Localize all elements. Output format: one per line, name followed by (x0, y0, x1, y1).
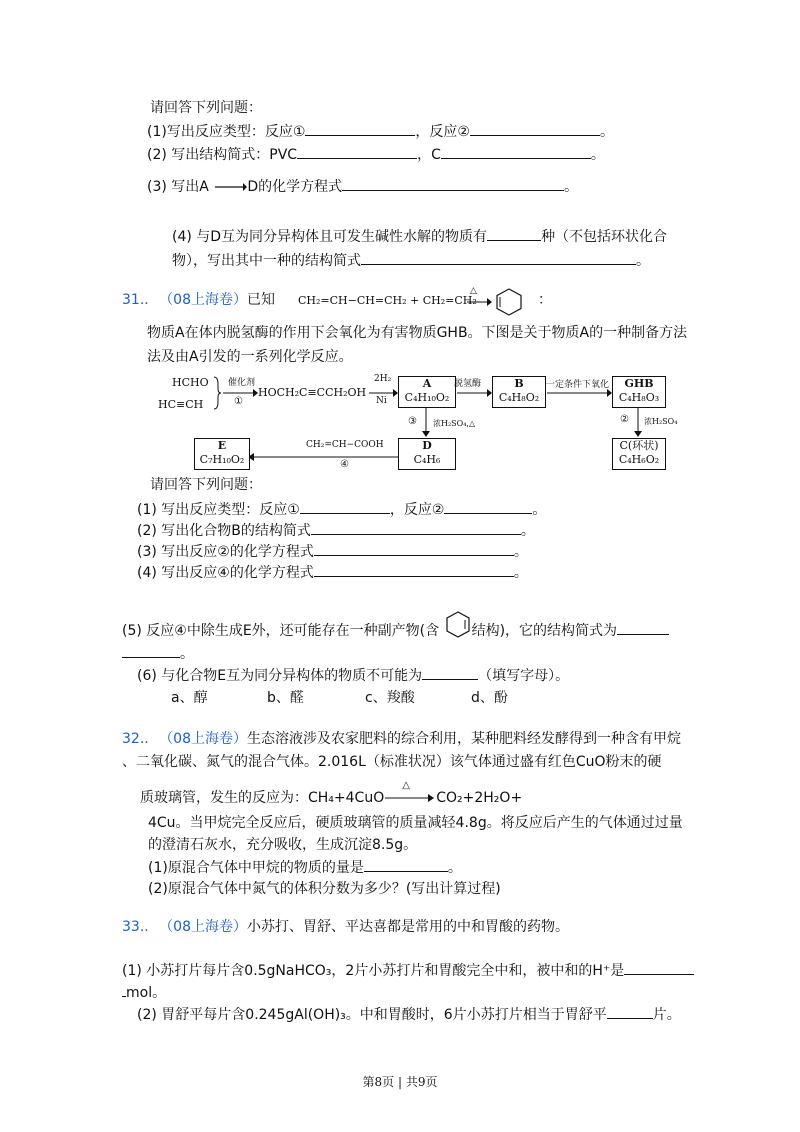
ni-label: Ni (376, 396, 387, 406)
known-equation: CH₂=CH−CH=CH₂ + CH₂=CH₂ (298, 294, 477, 307)
q30-prompt: 请回答下列问题： (150, 100, 262, 116)
q30-line-4: (4) 与D互为同分异构体且可发生碱性水解的物质有 种（不包括环状化合 (172, 226, 667, 247)
q31-line-2: (2) 写出化合物B的结构简式 。 (137, 520, 535, 541)
question-number: 32.. (122, 731, 149, 747)
step-4-label: ④ (340, 459, 349, 470)
q33-sub-1: (1) 小苏打片每片含0.5gNaHCO₃，2片小苏打片和胃酸完全中和，被中和的H⁺是 (122, 960, 694, 981)
question-number: 33.. (122, 919, 149, 935)
step-3-condition: 浓H₂SO₄,△ (433, 419, 476, 428)
answer-blank[interactable] (487, 226, 541, 241)
answer-blank[interactable] (361, 250, 636, 265)
answer-blank[interactable] (617, 620, 669, 635)
step-3-label: ③ (408, 416, 417, 427)
q33-sub-1-cont: mol。 (122, 982, 166, 1003)
q30-line-5: 物），写出其中一种的结构简式 。 (172, 250, 650, 271)
q31-intro-2: 法及由A引发的一系列化学反应。 (147, 349, 353, 365)
catalyst-label: 催化剂 (228, 378, 256, 388)
q33-line-1: 33.. （08上海卷）小苏打、胃舒、平达喜都是常用的中和胃酸的药物。 (122, 919, 569, 935)
cyclohexene-icon (444, 610, 472, 640)
compound-B-box: B C₄H₈O₂ (492, 376, 546, 408)
cyclohexene-icon (494, 287, 524, 317)
q32-line-4: 4Cu。当甲烷完全反应后，硬质玻璃管的质量减轻4.8g。将反应后产生的气体通过过量 (148, 815, 683, 831)
answer-blank[interactable] (305, 121, 415, 136)
h2-label: 2H₂ (374, 374, 392, 384)
arrow-down-icon (633, 407, 643, 437)
q32-line-1: 32.. （08上海卷）生态溶液涉及农家肥料的综合利用，某种肥料经发酵得到一种含有甲烷 (122, 731, 681, 747)
reactant-hcho: HCHO (172, 376, 209, 389)
q33-sub-2: (2) 胃舒平每片含0.245gAl(OH)₃。中和胃酸时，6片小苏打片相当于胃舒平 片。 (137, 1004, 681, 1025)
q31-options (171, 688, 508, 708)
compound-C-box: C(环状) C₄H₆O₂ (612, 438, 666, 470)
q31-intro-1: 物质A在体内脱氢酶的作用下会氧化为有害物质GHB。下图是关于物质A的一种制备方法 (147, 325, 688, 341)
q30-line-2: (2) 写出结构简式：PVC ，C 。 (147, 144, 605, 165)
compound-GHB-box: GHB C₄H₈O₃ (612, 376, 666, 408)
arrow-icon (213, 182, 247, 192)
answer-blank[interactable] (441, 144, 591, 159)
answer-blank[interactable] (314, 541, 514, 556)
answer-blank[interactable] (311, 520, 521, 535)
question-source: （08上海卷） (159, 292, 247, 308)
reaction-condition: △ (402, 780, 410, 791)
compound-D-box: D C₄H₆ (398, 438, 456, 470)
option-a[interactable]: a、醇 (171, 690, 208, 706)
compound-A-box: A C₄H₁₀O₂ (398, 376, 456, 408)
answer-blank[interactable] (297, 144, 417, 159)
q31-line-5: (5) 反应④中除生成E外，还可能存在一种副产物(含 结构)，它的结构简式为 (122, 620, 669, 641)
step-2-label: ② (620, 414, 629, 425)
answer-blank[interactable] (314, 562, 514, 577)
q31-line-5-cont: 。 (122, 643, 194, 664)
compound-E-box: E C₇H₁₀O₂ (194, 438, 250, 470)
answer-blank[interactable] (122, 643, 180, 658)
step-2-condition: 浓H₂SO₄ (644, 417, 678, 426)
known-equation-condition: △ (470, 286, 477, 296)
q32-sub-1: (1)原混合气体中甲烷的物质的量是 。 (148, 857, 462, 878)
question-source: （08上海卷） (159, 731, 247, 747)
oxidation-label: 一定条件下氧化 (546, 380, 610, 390)
arrow-left-icon (248, 452, 398, 462)
answer-blank[interactable] (470, 121, 600, 136)
brace-icon (212, 376, 222, 410)
q31-header: 31.. （08上海卷）已知 (122, 292, 275, 308)
answer-blank[interactable] (364, 857, 448, 872)
question-source: （08上海卷） (159, 919, 247, 935)
arrow-down-icon (421, 407, 431, 437)
arrow-icon (466, 297, 492, 307)
q31-line-6: (6) 与化合物E互为同分异构体的物质不可能为 （填写字母）。 (137, 665, 569, 686)
answer-blank[interactable] (607, 1004, 653, 1019)
answer-blank[interactable] (444, 499, 532, 514)
dehydrogenase-label: 脱氢酶 (454, 379, 482, 389)
answer-blank[interactable] (342, 176, 564, 191)
option-c[interactable]: c、羧酸 (365, 690, 415, 706)
q31-line-3: (3) 写出反应②的化学方程式 。 (137, 541, 528, 562)
q31-prompt: 请回答下列问题： (150, 477, 262, 493)
q31-line-1: (1) 写出反应类型：反应① ，反应② 。 (137, 499, 546, 520)
q32-sub-2: (2)原混合气体中氮气的体积分数为多少？(写出计算过程) (148, 881, 501, 897)
option-b[interactable]: b、醛 (267, 690, 304, 706)
q31-line-4: (4) 写出反应④的化学方程式 。 (137, 562, 528, 583)
arrow-icon (546, 388, 612, 398)
q30-line-3: (3) 写出A D的化学方程式 。 (147, 176, 578, 197)
option-d[interactable]: d、酚 (471, 690, 508, 706)
known-colon: ： (538, 292, 552, 308)
step-1-label: ① (234, 396, 243, 407)
q32-line-2: 、二氧化碳、氮气的混合气体。2.016L（标准状况）该气体通过盛有红色CuO粉末的硬 (122, 754, 662, 770)
answer-blank[interactable] (422, 665, 478, 680)
intermediate-diol: HOCH₂C≡CCH₂OH (258, 386, 367, 399)
reactant-acetylene: HC≡CH (158, 398, 204, 411)
arrow-icon (456, 388, 492, 398)
q32-line-3: 质玻璃管，发生的反应为：CH₄+4CuO △ CO₂+2H₂O+ (140, 788, 522, 808)
answer-blank[interactable] (300, 499, 390, 514)
reaction-scheme (150, 372, 680, 472)
q32-line-5: 的澄清石灰水，充分吸收，生成沉淀8.5g。 (148, 837, 418, 853)
reagent-acrylic-acid: CH₂=CH−COOH (306, 440, 384, 450)
page-footer: 第8页 | 共9页 (362, 1075, 438, 1089)
answer-blank[interactable] (624, 960, 694, 975)
q30-line-1: (1)写出反应类型：反应① ，反应② 。 (147, 121, 614, 142)
question-number: 31.. (122, 292, 149, 308)
